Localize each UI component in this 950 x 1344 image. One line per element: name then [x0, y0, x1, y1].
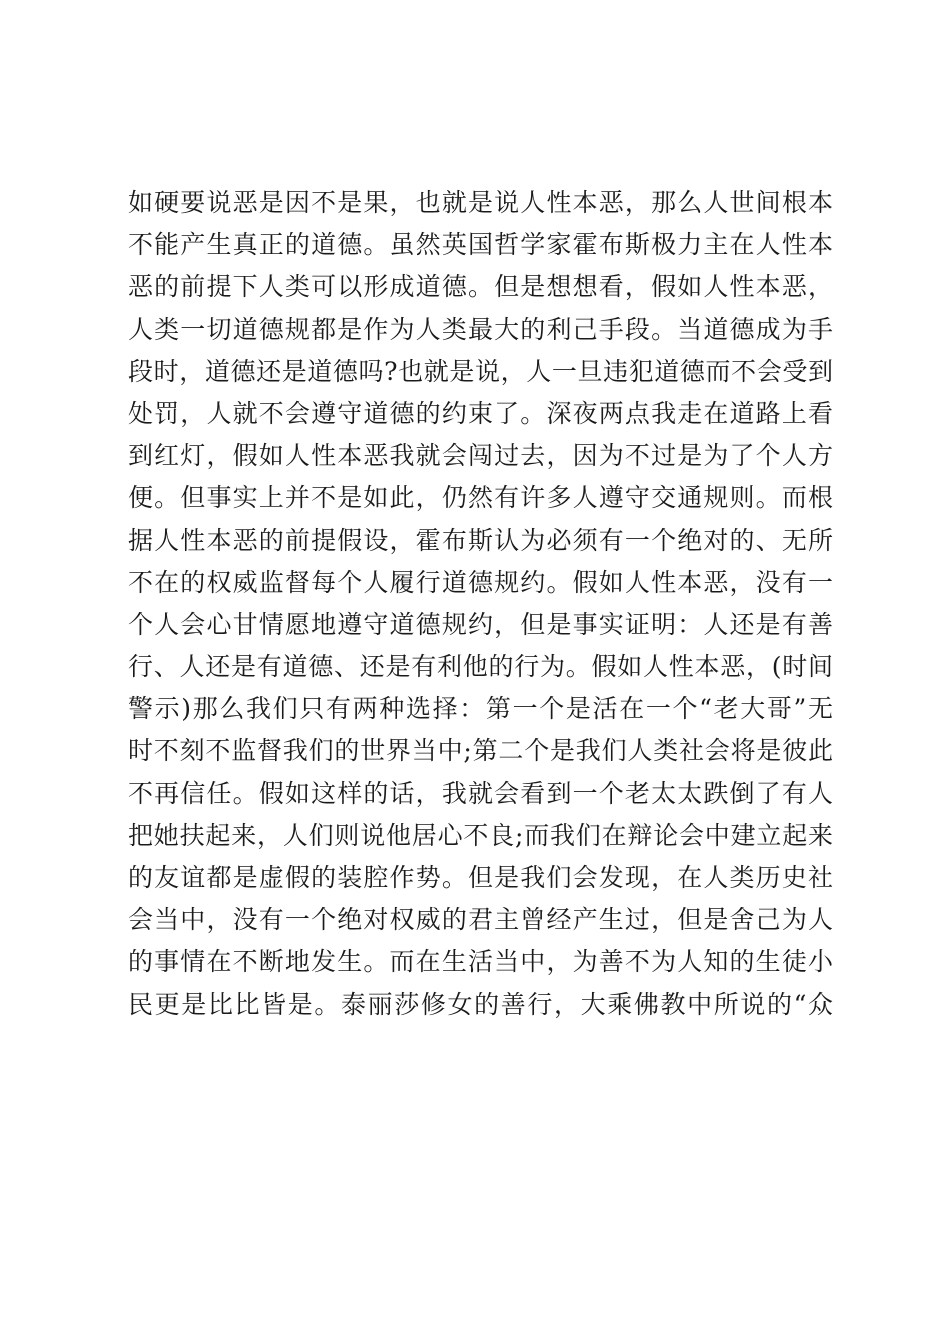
text-line: 个人会心甘情愿地遵守道德规约，但是事实证明：人还是有善 [128, 609, 833, 639]
text-line: 行、人还是有道德、还是有利他的行为。假如人性本恶，(时间 [128, 652, 833, 682]
text-line: 时不刻不监督我们的世界当中;第二个是我们人类社会将是彼此 [128, 736, 833, 766]
text-line: 如硬要说恶是因不是果，也就是说人性本恶，那么人世间根本 [128, 188, 833, 217]
text-line: 民更是比比皆是。泰丽莎修女的善行，大乘佛教中所说的“众 [128, 989, 833, 1019]
text-line: 把她扶起来，人们则说他居心不良;而我们在辩论会中建立起来 [128, 820, 833, 850]
text-line: 不在的权威监督每个人履行道德规约。假如人性本恶，没有一 [128, 567, 833, 597]
text-line: 的事情在不断地发生。而在生活当中，为善不为人知的生徒小 [128, 947, 833, 977]
text-line: 恶的前提下人类可以形成道德。但是想想看，假如人性本恶， [128, 272, 833, 302]
text-line: 据人性本恶的前提假设，霍布斯认为必须有一个绝对的、无所 [128, 525, 833, 555]
text-line: 不再信任。假如这样的话，我就会看到一个老太太跌倒了有人 [128, 778, 833, 808]
text-line: 便。但事实上并不是如此，仍然有许多人遵守交通规则。而根 [128, 483, 833, 513]
text-line: 到红灯，假如人性本恶我就会闯过去，因为不过是为了个人方 [128, 441, 833, 471]
text-line: 警示)那么我们只有两种选择：第一个是活在一个“老大哥”无 [128, 694, 833, 724]
text-line: 不能产生真正的道德。虽然英国哲学家霍布斯极力主在人性本 [128, 230, 833, 260]
text-line: 的友谊都是虚假的装腔作势。但是我们会发现，在人类历史社 [128, 863, 833, 892]
text-line: 会当中，没有一个绝对权威的君主曾经产生过，但是舍己为人 [128, 905, 833, 935]
text-line: 人类一切道德规都是作为人类最大的利己手段。当道德成为手 [128, 314, 833, 344]
body-text [128, 182, 833, 1026]
text-line: 处罚，人就不会遵守道德的约束了。深夜两点我走在道路上看 [128, 398, 833, 428]
text-line: 段时，道德还是道德吗?也就是说，人一旦违犯道德而不会受到 [128, 356, 833, 386]
